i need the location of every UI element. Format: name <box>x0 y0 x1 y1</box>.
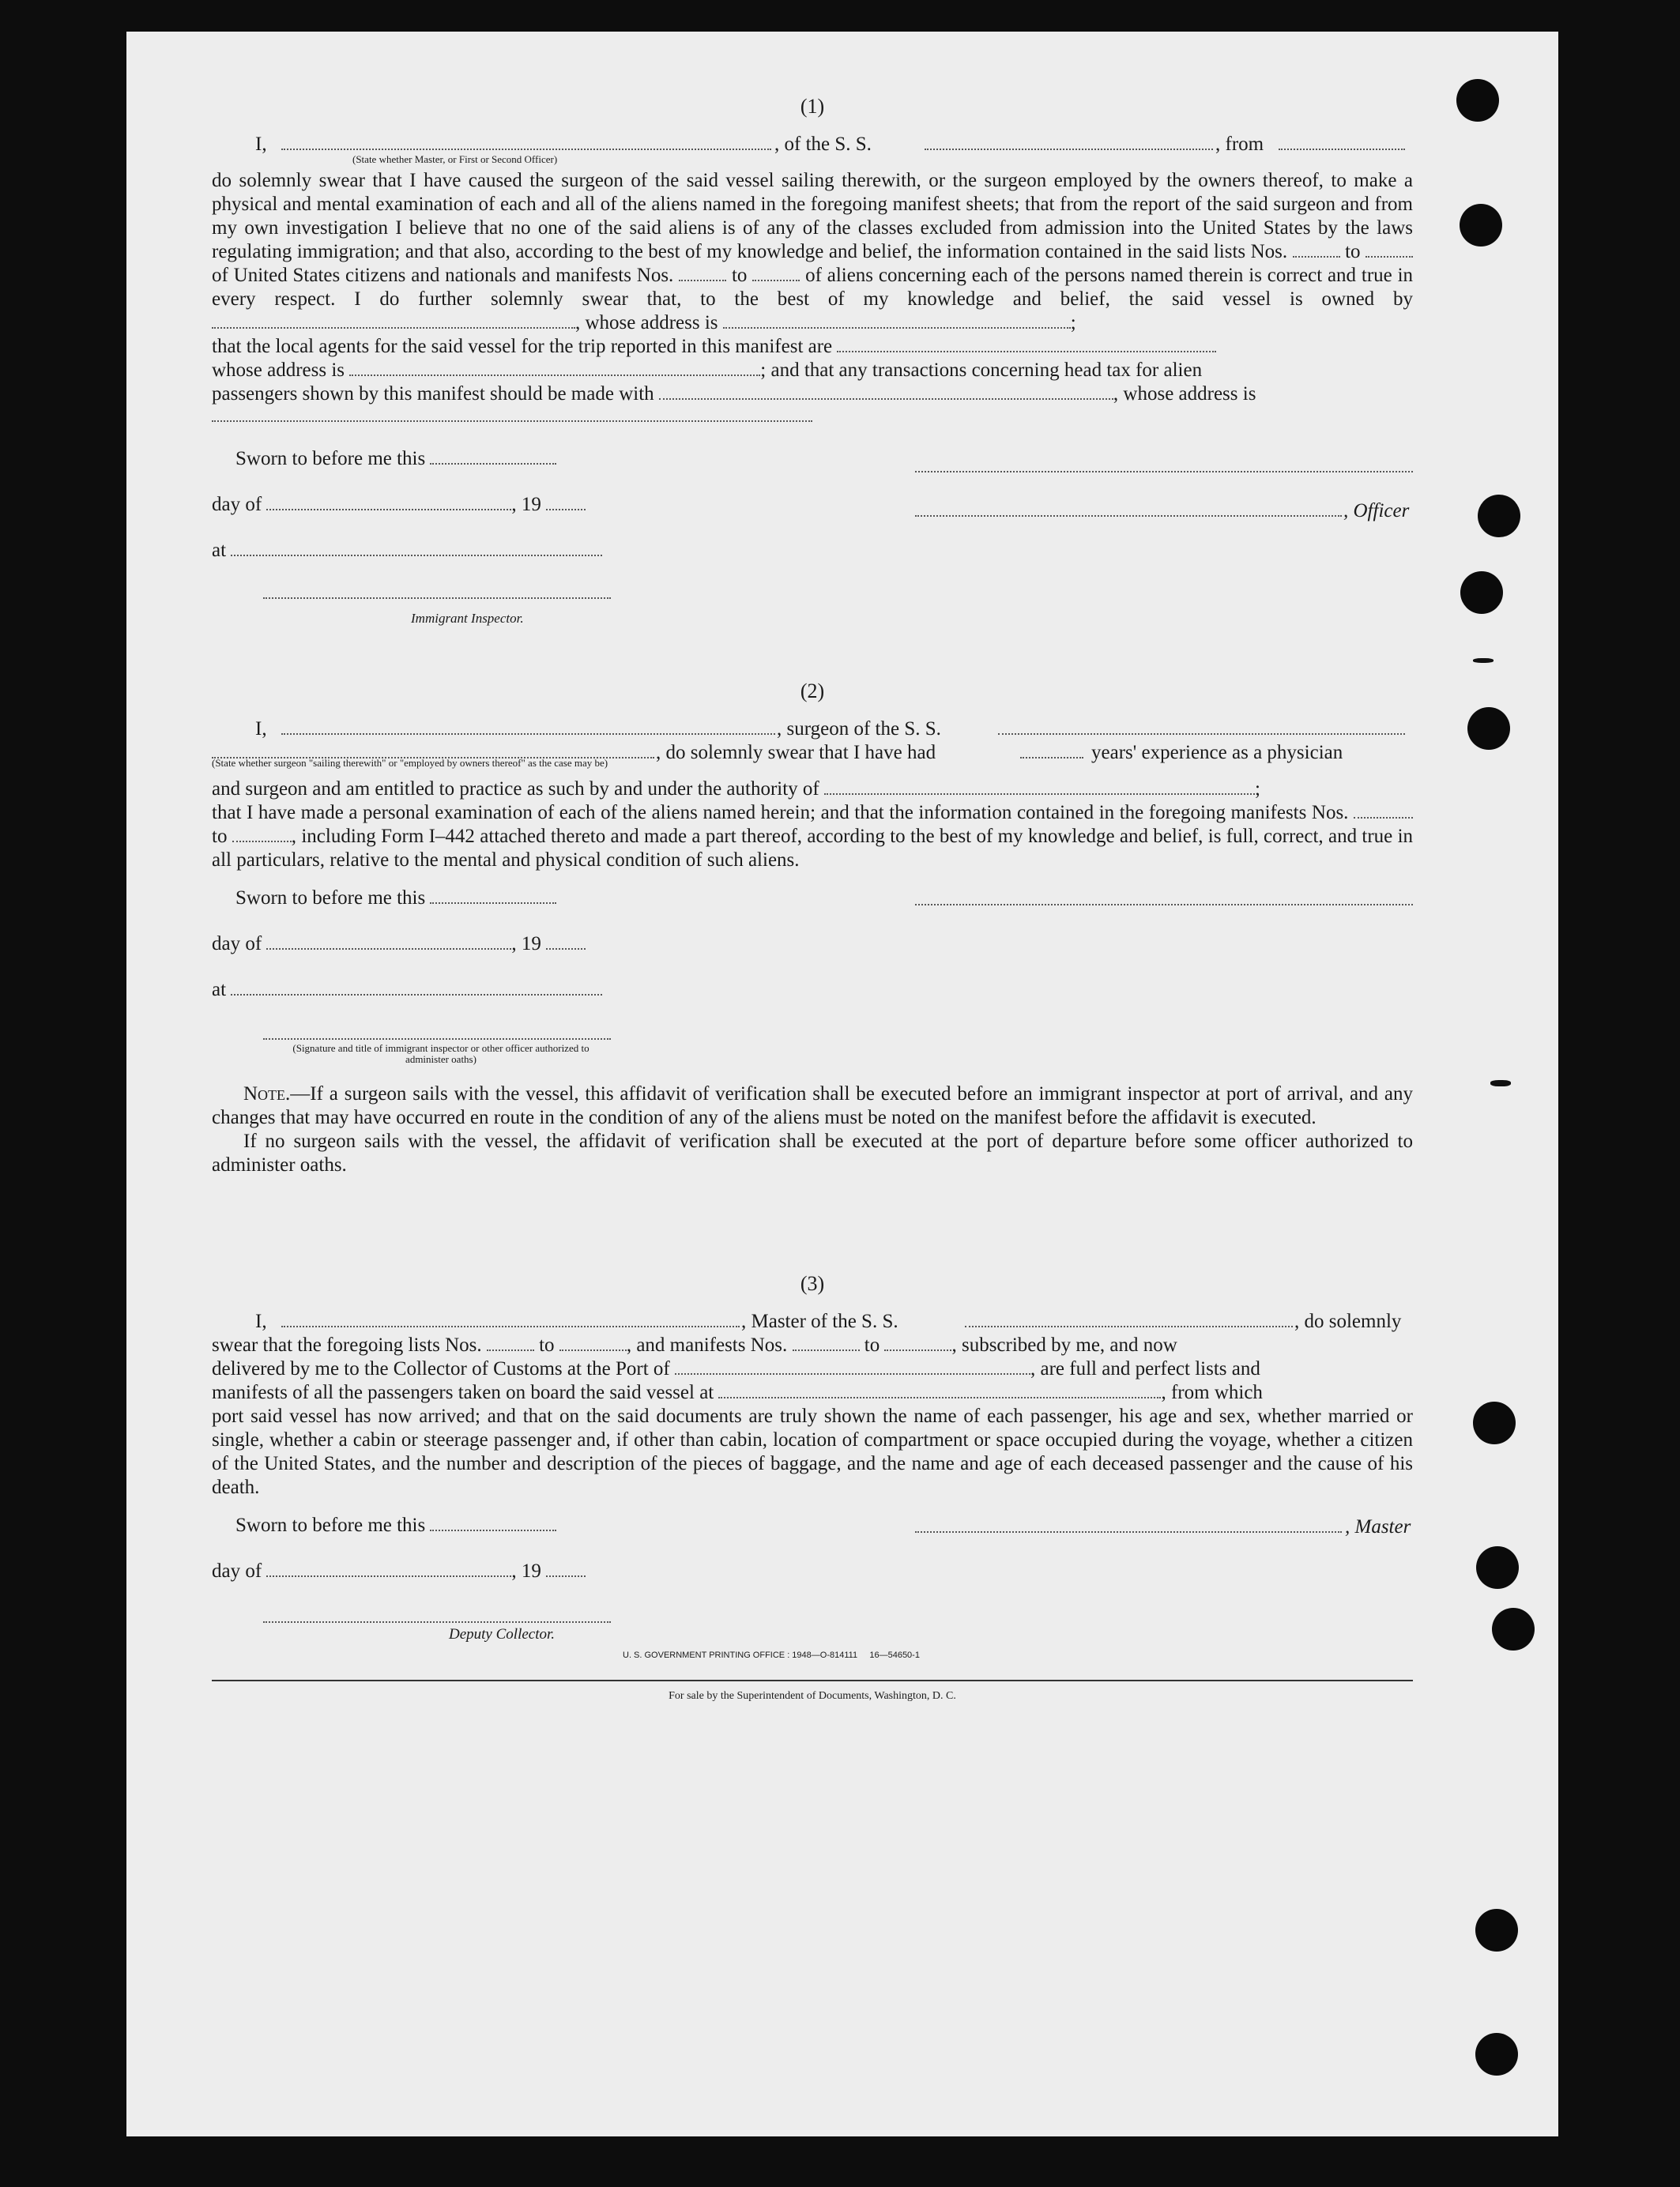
month-field[interactable] <box>266 495 511 510</box>
s3-manifests-from-field[interactable] <box>793 1335 860 1351</box>
gpo-line: U. S. GOVERNMENT PRINTING OFFICE : 1948—O-814111 16—54650-1 <box>623 1651 920 1660</box>
name-field[interactable] <box>281 134 771 150</box>
head-tax-text: ; and that any transactions concerning head tax for alien <box>760 359 1203 381</box>
inspector-signature-field[interactable] <box>263 583 611 599</box>
local-agents-field[interactable] <box>837 337 1216 352</box>
punch-hole <box>1475 2033 1518 2076</box>
from-field[interactable] <box>1279 134 1405 150</box>
master-vessel-field[interactable] <box>965 1312 1293 1327</box>
full-perfect-label: , are full and perfect lists and <box>1030 1358 1260 1380</box>
note-text-2: If no surgeon sails with the vessel, the affidavit of verification shall be executed at the port of departure before some officer authorized to administer oaths. <box>212 1131 1413 1176</box>
sworn-day-field[interactable] <box>430 1515 556 1531</box>
owner-address-field[interactable] <box>723 313 1071 329</box>
punch-hole <box>1473 1402 1516 1444</box>
agents-address-field[interactable] <box>349 360 760 376</box>
do-swear-label: , do solemnly swear that I have had <box>656 742 936 763</box>
punch-hole <box>1476 1546 1519 1589</box>
to-label: to <box>864 1334 880 1356</box>
officer-signature-field[interactable] <box>263 1024 611 1040</box>
punch-hole <box>1478 495 1520 537</box>
surgeon-name-field[interactable] <box>281 719 775 735</box>
section-3-body: port said vessel has now arrived; and that on the said documents are truly shown the name of each passenger, his age and sex, whether married or single, whether a cabin or steerage passenger and, if other than cabin, location of compartment or space occupied during the voyage, whether a citizen of the United States, and the number and description of the pieces of baggage, and the name and age of each deceased passenger and the cause of his death. <box>212 1406 1413 1498</box>
at-label: at <box>212 540 227 561</box>
officer-signature-field[interactable] <box>915 501 1342 517</box>
manifests-to-field[interactable] <box>752 265 800 281</box>
form-page <box>126 32 1558 2136</box>
master-of-label: , Master of the S. S. <box>741 1311 898 1332</box>
master-name-field[interactable] <box>281 1312 740 1327</box>
year-label: , 19 <box>511 933 541 954</box>
vessel-field[interactable] <box>925 134 1213 150</box>
section-2-body-2: , including Form I–442 attached thereto and made a part thereof, according to the best of my knowledge and belief, is full, correct, and true in all particulars, relative to the mental and physical condition of such aliens. <box>212 826 1414 871</box>
place-field[interactable] <box>231 540 602 556</box>
boarding-port-field[interactable] <box>718 1383 1161 1398</box>
whose-address-label: , whose address is <box>1113 383 1256 405</box>
section-2-number: (2) <box>800 679 825 702</box>
punch-hole <box>1460 204 1502 247</box>
ink-mark <box>1473 658 1494 663</box>
year-field[interactable] <box>546 495 586 510</box>
punch-hole <box>1456 79 1499 122</box>
master-signature-field[interactable] <box>915 1517 1342 1533</box>
section-3-i: I, <box>255 1311 267 1332</box>
section-1-body-a: do solemnly swear that I have caused the surgeon of the said vessel sailing therewith, or the surgeon employed by the owners thereof, to make a physical and mental examination of each and all of the aliens named in the foregoing manifest sheets; that from the report of the said surgeon and from my own investigation I believe that no one of the said aliens is of any of the classes excluded from admission into the United States by the laws regulating immigration; and that also, according to the best of my knowledge and belief, the information contained in the said lists Nos. <box>212 170 1413 262</box>
swear-lists-label: swear that the foregoing lists Nos. <box>212 1334 482 1356</box>
years-exp-label: years' experience as a physician <box>1091 742 1343 763</box>
punch-hole <box>1460 571 1503 614</box>
signature-caption: (Signature and title of immigrant inspector or other officer authorized to administer oaths) <box>292 1042 590 1065</box>
day-of-label: day of <box>212 933 262 954</box>
note-text-1: —If a surgeon sails with the vessel, this affidavit of verification shall be executed before an immigrant inspector at port of arrival, and any changes that may have occurred en route in the condition of any of the aliens must be noted on the manifest before the affidavit is executed. <box>212 1083 1413 1128</box>
section-1-body-c: of aliens concerning each of the persons named therein is correct and true in every respect. I do further solemnly swear that, to the best of my knowledge and belief, the said vessel is owned by <box>212 265 1414 310</box>
month-field[interactable] <box>266 1561 511 1577</box>
manifests-all-label: manifests of all the passengers taken on board the said vessel at <box>212 1382 714 1403</box>
year-label: , 19 <box>511 494 541 515</box>
lists-to-field[interactable] <box>1365 242 1413 258</box>
signature-field[interactable] <box>915 457 1413 472</box>
to-label: to <box>731 265 748 286</box>
passengers-text: passengers shown by this manifest should be made with <box>212 383 654 405</box>
subscribed-label: , subscribed by me, and now <box>951 1334 1177 1356</box>
section-1-number: (1) <box>800 95 825 118</box>
footer-rule <box>212 1680 1413 1681</box>
rank-caption: (State whether Master, or First or Second Officer) <box>352 153 558 165</box>
whose-address-label: , whose address is <box>575 312 718 333</box>
and-manifests-label: , and manifests Nos. <box>626 1334 788 1356</box>
surgeon-signature-field[interactable] <box>915 890 1413 905</box>
inspector-caption: Immigrant Inspector. <box>411 611 524 626</box>
lists-from-field[interactable] <box>1293 242 1340 258</box>
s3-manifests-to-field[interactable] <box>884 1335 951 1351</box>
surgeon-caption: (State whether surgeon "sailing therewith" or "employed by owners thereof" as the case may be) <box>212 757 608 769</box>
from-label: , from <box>1215 134 1264 155</box>
of-ss-label: , of the S. S. <box>774 134 872 155</box>
affidavit-form: (1) I, , of the S. S. , from (State whether Master, or First or Second Officer) do solemnly swear that I have caused the surgeon of the said vessel sailing therewith, or the surgeon employed by the owners thereof, to make a physical and mental examination of each and all of the aliens named in the foregoing manifest sheets; that from the report of the said surgeon and from my own investigation I believe that no one of the said aliens is of any of the classes excluded from admission into the United States by the laws regulating immigration; and that also, according to the best of my knowledge and belief, the information contained in the said lists Nos. to of United States citizens and nationals and manifests Nos. to of aliens concerning each of the persons named therein is correct and true in every respect. I do further solemnly swear that, to the best of my knowledge and belief, the said vessel is owned by , whose address is ; that the local agents for the said vessel for the trip reported in this manifest are whose address is ; and that any transactions concerning head tax for alien passengers shown by this manifest should be made with , whose address is Sworn to before me this day of , 19 at Immigrant Inspector. , Officer (2) I, , surgeon of the S. S. , do solemnly swear that I have had years' experience as a physician (State whether surgeon "sailing therewith" or "employed by owners thereof" as the case may be) and surgeon and am entitled to practice as such by and under the authority of ; that I have made a personal examination of each of the aliens named herein; and that the information contained in the foregoing manifests Nos. to , including Form I–442 attached thereto and made a part thereof, according to the best of my knowledge and belief, is full, correct, and true in all particulars, relative to the mental and physical condition of such aliens. Sworn to before me this day of , 19 at (Signature and title of immigrant inspector or other officer authorized to administer oaths) Note.—If a surgeon sails with the vessel, this affidavit of verification shall be executed before an immigrant inspector at port of arrival, and any changes that may have occurred en route in the condition of any of the aliens must be noted on the manifest before the affidavit is executed. If no surgeon sails with the vessel, the affidavit of verification shall be executed at the port of departure before some officer authorized to administer oaths. (3) I, , Master of the S. S. , do solemnly swear that the foregoing lists Nos. to , and manifests Nos. to , subscribed by me, and now delivered by me to the Collector of Customs at the Port of , are full and perfect lists and manifests of all the passengers taken on board the said vessel at , from which port said vessel has now arrived; and that on the said documents are truly shown the name of each passenger, his age and sex, whether married or single, whether a cabin or steerage passenger and, if other than cabin, location of compartment or space occupied during the voyage, whether a citizen of the United States, and the number and description of the pieces of baggage, and the name and age of each deceased passenger and the cause of his death. Sworn to before me this , Master day of , 19 Deputy Collector. U. S. GOVERNMENT PRINTING OFFICE : 1948—O-814111 16—54650-1 For sale by the Superintendent of Documents, Washington, D. C. <box>212 95 1413 1719</box>
head-tax-agent-field[interactable] <box>659 384 1113 400</box>
sworn-label: Sworn to before me this <box>235 448 426 469</box>
owner-field[interactable] <box>212 313 575 329</box>
surgeon-status-field[interactable] <box>212 743 654 758</box>
place-field[interactable] <box>231 980 602 996</box>
year-label: , 19 <box>511 1560 541 1582</box>
punch-hole <box>1475 1909 1518 1952</box>
do-solemnly-label: , do solemnly <box>1294 1311 1402 1332</box>
section-1-body-b: of United States citizens and nationals and manifests Nos. <box>212 265 674 286</box>
year-field[interactable] <box>546 1561 586 1577</box>
section-2-i: I, <box>255 718 267 740</box>
s2-manifests-from-field[interactable] <box>1354 803 1413 819</box>
punch-hole <box>1467 707 1510 750</box>
punch-hole <box>1492 1608 1535 1651</box>
surgeon-of-label: , surgeon of the S. S. <box>777 718 941 740</box>
day-of-label: day of <box>212 1560 262 1582</box>
sworn-day-field[interactable] <box>430 888 556 904</box>
to-label: to <box>212 826 228 847</box>
entitled-text: and surgeon and am entitled to practice as such by and under the authority of <box>212 778 819 800</box>
from-which-label: , from which <box>1161 1382 1263 1403</box>
years-field[interactable] <box>1020 743 1083 758</box>
whose-address-label: whose address is <box>212 359 345 381</box>
deputy-signature-field[interactable] <box>263 1607 611 1623</box>
head-tax-address-field[interactable] <box>212 406 812 422</box>
to-label: to <box>539 1334 555 1356</box>
s3-lists-from-field[interactable] <box>487 1335 534 1351</box>
surgeon-vessel-field[interactable] <box>998 719 1405 735</box>
section-3-number: (3) <box>800 1272 825 1295</box>
note-label: Note. <box>243 1083 291 1105</box>
port-field[interactable] <box>675 1359 1030 1375</box>
year-field[interactable] <box>546 934 586 950</box>
at-label: at <box>212 979 227 1000</box>
master-caption: , Master <box>1345 1516 1411 1538</box>
s2-manifests-to-field[interactable] <box>232 826 292 842</box>
s3-lists-to-field[interactable] <box>559 1335 627 1351</box>
sale-notice: For sale by the Superintendent of Documents, Washington, D. C. <box>669 1690 956 1702</box>
authority-field[interactable] <box>824 779 1255 795</box>
to-label: to <box>1345 241 1361 262</box>
officer-caption: , Officer <box>1343 500 1410 521</box>
section-2-body: that I have made a personal examination of each of the aliens named herein; and that the information contained in the foregoing manifests Nos. <box>212 802 1349 823</box>
day-of-label: day of <box>212 494 262 515</box>
month-field[interactable] <box>266 934 511 950</box>
sworn-day-field[interactable] <box>430 449 556 465</box>
local-agents-label: that the local agents for the said vessel for the trip reported in this manifest are <box>212 336 833 357</box>
ink-mark <box>1490 1080 1511 1086</box>
sworn-label: Sworn to before me this <box>235 1515 426 1536</box>
sworn-label: Sworn to before me this <box>235 887 426 909</box>
section-1-i: I, <box>255 134 267 155</box>
deputy-caption: Deputy Collector. <box>449 1626 556 1643</box>
delivered-label: delivered by me to the Collector of Customs at the Port of <box>212 1358 670 1380</box>
manifests-from-field[interactable] <box>679 265 726 281</box>
